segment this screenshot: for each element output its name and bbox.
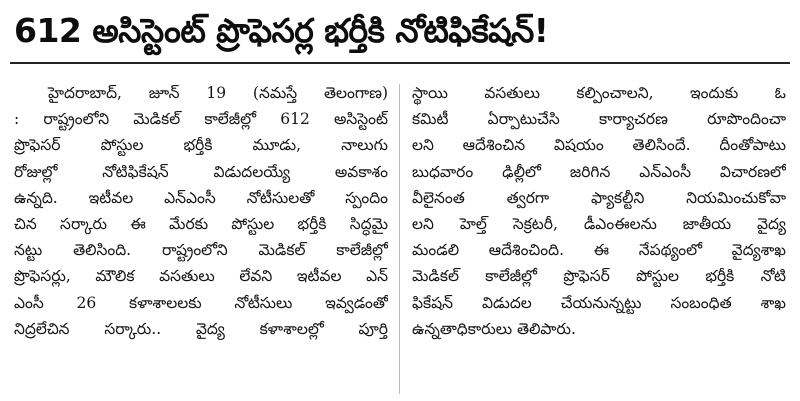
article-line: ప్రొఫెసర్లు, మౌలిక వసతులు లేవని ఇటీవల ఎన్ [14, 267, 388, 286]
article-headline: 612 అసిస్టెంట్ ప్రొఫెసర్ల భర్తీకి నోటిఫికేషన్! [14, 11, 549, 50]
article-line: ఉన్నది. ఇటీవల ఎన్ఎంసీ నోటీసులతో స్పందిం [14, 188, 388, 207]
article-line: ప్రొఫెసర్ పోస్టుల భర్తీకి మూడు, నాలుగు [14, 136, 388, 155]
article-line: లని హెల్త్ సెక్రటరీ, డీఎంఈలను జాతీయ వైద్య [412, 215, 786, 234]
article-line: మండలి ఆదేశించింది. ఈ నేపథ్యంలో వైద్యశాఖ [412, 241, 786, 260]
article-line: హైదరాబాద్, జూన్ 19 (నమస్తే తెలంగాణ) [48, 84, 388, 102]
article-line: నిద్రలేచిన సర్కారు.. వైద్య కళాశాలల్లో పూర్తి [14, 319, 388, 338]
article-line: చిన సర్కారు ఈ మేరకు పోస్టుల భర్తీకి సిద్ధమై [14, 215, 388, 234]
article-line: రోజుల్లో నోటిఫికేషన్ విడుదలయ్యే అవకాశం [14, 162, 388, 181]
article-line: మెడికల్ కాలేజీల్లో ప్రొఫెసర్ పోస్టుల భర్తీకి నోటి [412, 267, 786, 286]
article-line: : రాష్ట్రంలోని మెడికల్ కాలేజీల్లో 612 అసిస్టెంట్ [14, 110, 388, 129]
article-line: ఫికేషన్ విడుదల చేయనున్నట్టు సంబంధిత శాఖ [412, 293, 786, 312]
article-line: బుధవారం ఢిల్లీలో జరిగిన ఎన్ఎంసీ విచారణలో [412, 162, 786, 181]
article-line: కమిటీ ఏర్పాటుచేసి కార్యాచరణ రూపొందించా [412, 110, 786, 129]
article-line: వీలైనంత త్వరగా ఫ్యాకల్టీని నియమించుకోవా [412, 188, 786, 207]
article-column-right [412, 80, 786, 398]
article-line: నట్టు తెలిసింది. రాష్ట్రంలోని మెడికల్ కాలేజీల్లో [14, 241, 388, 260]
column-divider [399, 84, 400, 394]
article-line: స్థాయి వసతులు కల్పించాలని, ఇందుకు ఓ [412, 84, 786, 102]
article-line: లని ఆదేశించిన విషయం తెలిసిందే. దీంతోపాటు [412, 136, 786, 155]
article-line: ఎంసీ 26 కళాశాలలకు నోటీసులు ఇవ్వడంతో [14, 293, 388, 312]
article-column-left [14, 80, 388, 398]
headline-divider [10, 62, 790, 64]
article-line: ఉన్నతాధికారులు తెలిపారు. [412, 319, 576, 338]
